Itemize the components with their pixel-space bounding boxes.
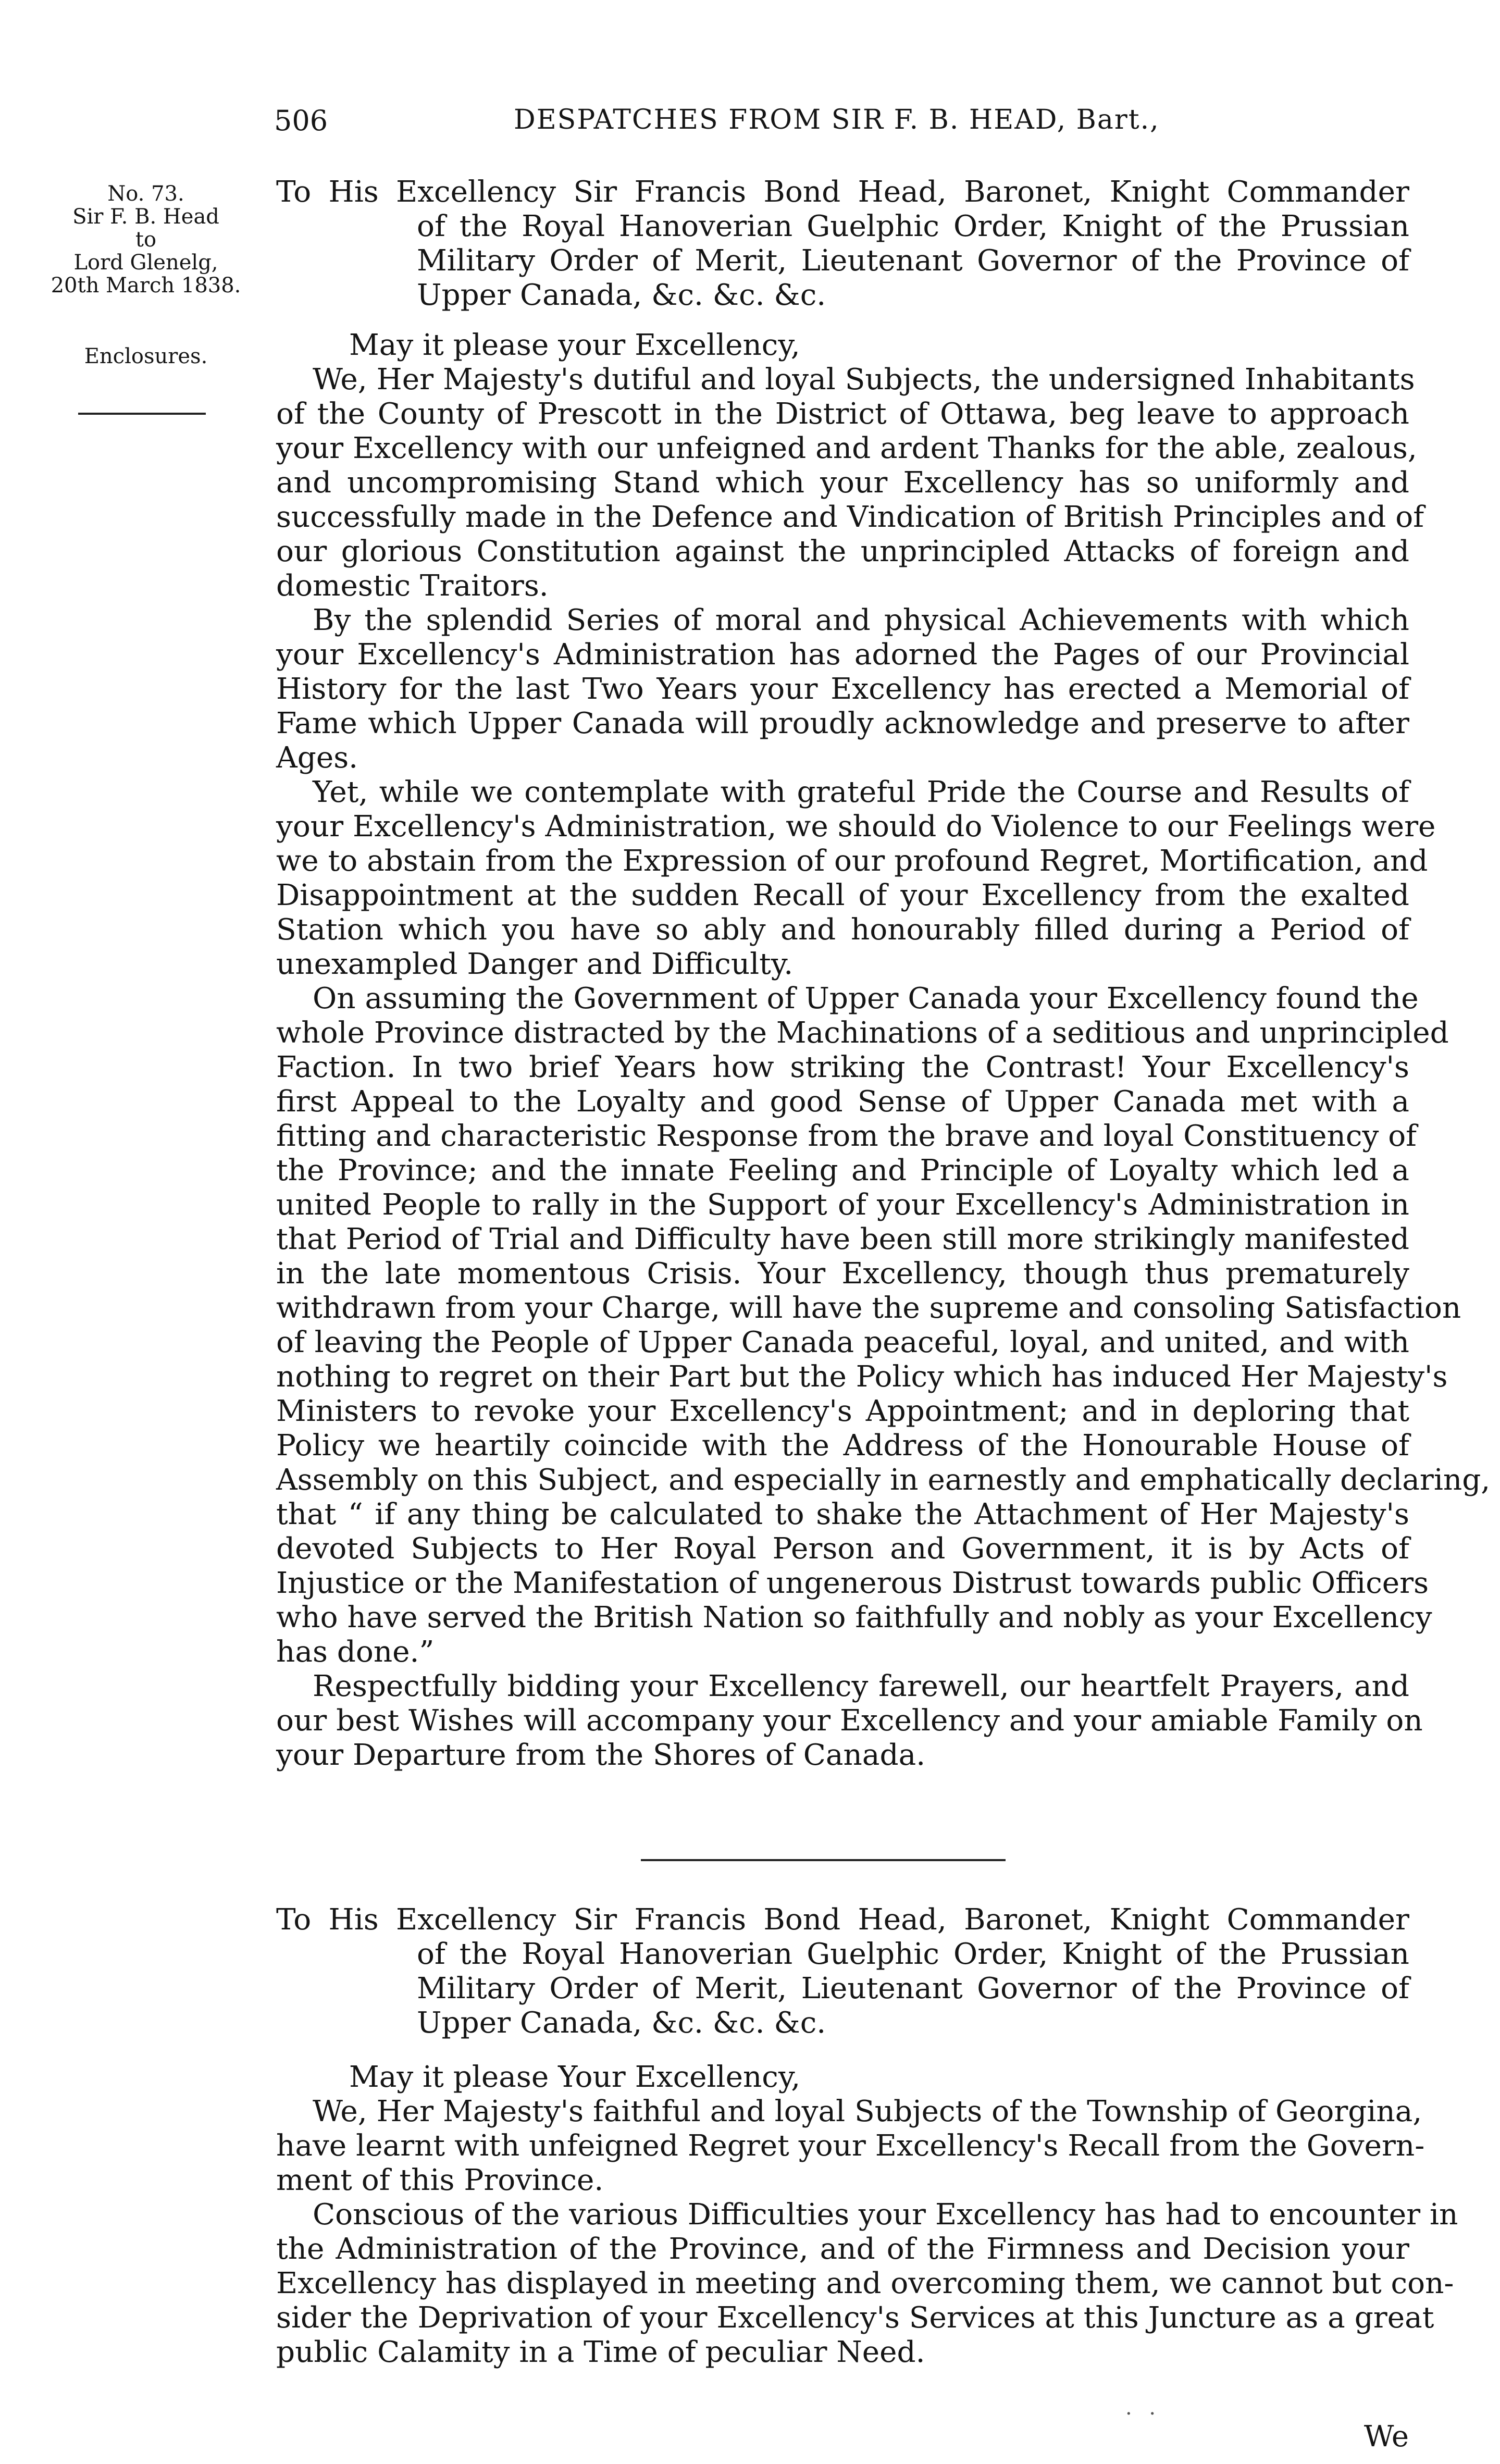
text-line: On assuming the Government of Upper Canada your Excellency found the xyxy=(313,982,1419,1016)
text-line: Ministers to revoke your Excellency's Appointment; and in deploring that xyxy=(276,1394,1409,1428)
address-line: of the Royal Hanoverian Guelphic Order, Knight of the Prussian xyxy=(417,209,1409,243)
text-line: Excellency has displayed in meeting and overcoming them, we cannot but con- xyxy=(276,2267,1454,2300)
text-line: has done.” xyxy=(276,1635,435,1669)
text-line: we to abstain from the Expression of our profound Regret, Mortification, and xyxy=(276,844,1428,878)
address-heading-2 xyxy=(276,1903,1409,2040)
marginal-caption-line: 20th March 1838. xyxy=(51,274,241,298)
printers-dots: · · xyxy=(1125,2402,1161,2426)
marginal-rule xyxy=(78,413,206,415)
marginal-caption xyxy=(42,182,250,297)
text-line: the Province; and the innate Feeling and Principle of Loyalty which led a xyxy=(276,1154,1409,1187)
text-line: devoted Subjects to Her Royal Person and Government, it is by Acts of xyxy=(276,1532,1409,1566)
marginal-caption-line: No. 73. xyxy=(107,182,184,206)
address-line: Military Order of Merit, Lieutenant Governor of the Province of xyxy=(417,244,1409,278)
text-line: Ages. xyxy=(276,741,358,775)
salutation: May it please Your Excellency, xyxy=(349,2060,801,2094)
text-line: History for the last Two Years your Excellency has erected a Memorial of xyxy=(276,672,1409,706)
text-line: of the County of Prescott in the District of Ottawa, beg leave to approach xyxy=(276,397,1409,431)
text-line: Policy we heartily coincide with the Address of the Honourable House of xyxy=(276,1429,1409,1463)
address-line: of the Royal Hanoverian Guelphic Order, Knight of the Prussian xyxy=(417,1937,1409,1971)
text-line: in the late momentous Crisis. Your Excellency, though thus prematurely xyxy=(276,1257,1409,1291)
text-line: Yet, while we contemplate with grateful Pride the Course and Results of xyxy=(313,775,1409,809)
text-line: who have served the British Nation so faithfully and nobly as your Excellency xyxy=(276,1601,1432,1635)
text-line: We, Her Majesty's dutiful and loyal Subjects, the undersigned Inhabitants xyxy=(313,363,1415,397)
catchword: We xyxy=(1363,2420,1409,2454)
text-line: withdrawn from your Charge, will have the supreme and consoling Satisfaction xyxy=(276,1291,1461,1325)
section-divider xyxy=(641,1859,1006,1861)
text-line: We, Her Majesty's faithful and loyal Subjects of the Township of Georgina, xyxy=(313,2095,1422,2128)
address-line: Upper Canada, &c. &c. &c. xyxy=(417,2006,826,2040)
text-line: Assembly on this Subject, and especially in earnestly and emphatically declaring, xyxy=(276,1463,1491,1497)
text-line: ment of this Province. xyxy=(276,2163,604,2197)
salutation: May it please your Excellency, xyxy=(349,328,800,362)
text-line: Conscious of the various Difficulties your Excellency has had to encounter in xyxy=(313,2198,1458,2232)
text-line: nothing to regret on their Part but the Policy which has induced Her Majesty's xyxy=(276,1360,1448,1394)
marginal-caption-line: to xyxy=(135,228,157,252)
marginal-enclosures-label: Enclosures. xyxy=(84,344,208,368)
text-line: By the splendid Series of moral and physical Achievements with which xyxy=(313,603,1409,637)
address-line: To His Excellency Sir Francis Bond Head, Baronet, Knight Commander xyxy=(276,175,1409,209)
text-line: your Excellency's Administration, we should do Violence to our Feelings were xyxy=(276,810,1436,844)
text-line: and uncompromising Stand which your Excellency has so uniformly and xyxy=(276,466,1409,500)
running-head xyxy=(274,104,1399,146)
text-line: our glorious Constitution against the unprincipled Attacks of foreign and xyxy=(276,535,1409,568)
marginal-caption-line: Sir F. B. Head xyxy=(72,205,219,229)
address-body-1 xyxy=(276,328,1491,1773)
address-heading-1 xyxy=(276,175,1409,313)
text-line: public Calamity in a Time of peculiar Need. xyxy=(276,2335,925,2369)
text-line: united People to rally in the Support of your Excellency's Administration in xyxy=(276,1188,1409,1222)
address-line: To His Excellency Sir Francis Bond Head, Baronet, Knight Commander xyxy=(276,1903,1409,1937)
text-line: the Administration of the Province, and of the Firmness and Decision your xyxy=(276,2232,1409,2266)
page-number: 506 xyxy=(274,104,328,137)
marginal-caption-line: Lord Glenelg, xyxy=(73,251,218,275)
text-line: Disappointment at the sudden Recall of your Excellency from the exalted xyxy=(276,878,1409,912)
text-line: unexampled Danger and Difficulty. xyxy=(276,947,794,981)
text-line: Faction. In two brief Years how striking the Contrast! Your Excellency's xyxy=(276,1050,1409,1084)
text-line: your Excellency's Administration has adorned the Pages of our Provincial xyxy=(276,638,1409,672)
text-line: have learnt with unfeigned Regret your Excellency's Recall from the Govern- xyxy=(276,2129,1425,2163)
text-line: domestic Traitors. xyxy=(276,569,549,603)
text-line: our best Wishes will accompany your Excellency and your amiable Family on xyxy=(276,1704,1423,1738)
text-line: your Departure from the Shores of Canada. xyxy=(276,1738,926,1772)
text-line: that “ if any thing be calculated to shake the Attachment of Her Majesty's xyxy=(276,1497,1409,1531)
text-line: Fame which Upper Canada will proudly acknowledge and preserve to after xyxy=(276,707,1409,740)
text-line: successfully made in the Defence and Vindication of British Principles and of xyxy=(276,500,1424,534)
text-line: whole Province distracted by the Machinations of a seditious and unprincipled xyxy=(276,1016,1449,1050)
address-line: Military Order of Merit, Lieutenant Governor of the Province of xyxy=(417,1972,1409,2005)
text-line: fitting and characteristic Response from the brave and loyal Constituency of xyxy=(276,1119,1417,1153)
address-body-2 xyxy=(276,2060,1458,2370)
text-line: first Appeal to the Loyalty and good Sense of Upper Canada met with a xyxy=(276,1085,1409,1119)
text-line: Injustice or the Manifestation of ungenerous Distrust towards public Officers xyxy=(276,1566,1429,1600)
address-line: Upper Canada, &c. &c. &c. xyxy=(417,278,826,312)
text-line: sider the Deprivation of your Excellency's Services at this Juncture as a great xyxy=(276,2301,1434,2335)
text-line: of leaving the People of Upper Canada peaceful, loyal, and united, and with xyxy=(276,1326,1409,1359)
text-line: that Period of Trial and Difficulty have been still more strikingly manifested xyxy=(276,1222,1409,1256)
text-line: Station which you have so ably and honourably filled during a Period of xyxy=(276,913,1409,947)
text-line: Respectfully bidding your Excellency farewell, our heartfelt Prayers, and xyxy=(313,1669,1409,1703)
running-title: DESPATCHES FROM SIR F. B. HEAD, Bart., xyxy=(514,104,1160,135)
text-line: your Excellency with our unfeigned and ardent Thanks for the able, zealous, xyxy=(276,431,1417,465)
